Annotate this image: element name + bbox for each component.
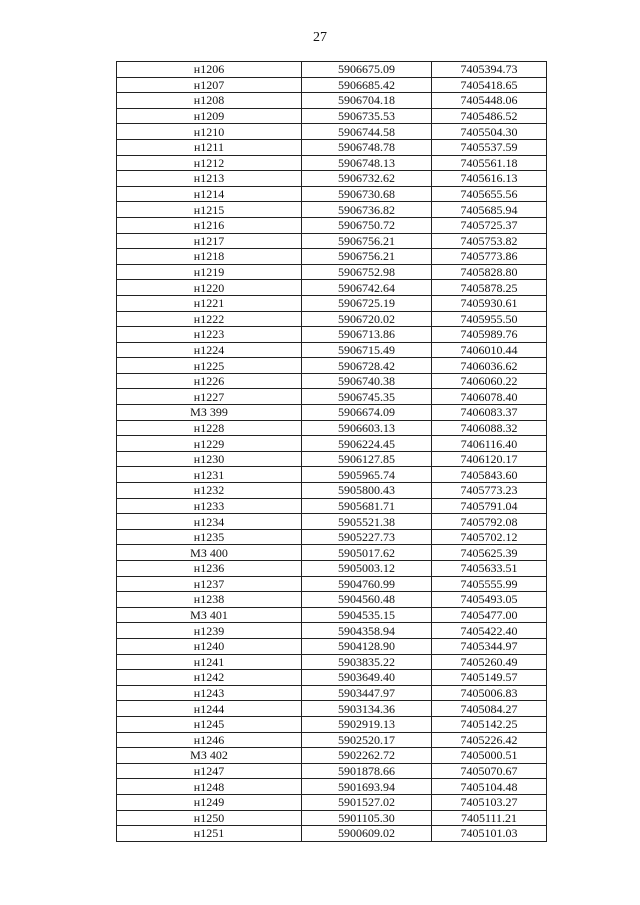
y-coordinate-cell: 7405725.37 <box>432 217 547 233</box>
table-row <box>117 139 547 155</box>
point-id-cell: н1223 <box>117 327 302 343</box>
table-row <box>117 233 547 249</box>
point-id-cell: н1217 <box>117 233 302 249</box>
point-id-cell: н1213 <box>117 171 302 187</box>
point-id-cell: н1227 <box>117 389 302 405</box>
point-id-cell: н1246 <box>117 732 302 748</box>
x-coordinate-cell: 5903134.36 <box>302 701 432 717</box>
x-coordinate-cell: 5904560.48 <box>302 592 432 608</box>
point-id-cell: н1236 <box>117 561 302 577</box>
table-row <box>117 420 547 436</box>
point-id-cell: н1237 <box>117 576 302 592</box>
point-id-cell: н1234 <box>117 514 302 530</box>
y-coordinate-cell: 7406010.44 <box>432 342 547 358</box>
point-id-cell: н1235 <box>117 529 302 545</box>
y-coordinate-cell: 7405625.39 <box>432 545 547 561</box>
y-coordinate-cell: 7405753.82 <box>432 233 547 249</box>
table-row <box>117 171 547 187</box>
y-coordinate-cell: 7405104.48 <box>432 779 547 795</box>
x-coordinate-cell: 5906715.49 <box>302 342 432 358</box>
x-coordinate-cell: 5906744.58 <box>302 124 432 140</box>
y-coordinate-cell: 7405142.25 <box>432 716 547 732</box>
point-id-cell: н1247 <box>117 763 302 779</box>
y-coordinate-cell: 7405084.27 <box>432 701 547 717</box>
x-coordinate-cell: 5904358.94 <box>302 623 432 639</box>
y-coordinate-cell: 7405344.97 <box>432 638 547 654</box>
x-coordinate-cell: 5906745.35 <box>302 389 432 405</box>
x-coordinate-cell: 5903835.22 <box>302 654 432 670</box>
y-coordinate-cell: 7405226.42 <box>432 732 547 748</box>
table-row <box>117 592 547 608</box>
y-coordinate-cell: 7405773.86 <box>432 249 547 265</box>
x-coordinate-cell: 5906730.68 <box>302 186 432 202</box>
y-coordinate-cell: 7405561.18 <box>432 155 547 171</box>
x-coordinate-cell: 5901693.94 <box>302 779 432 795</box>
table-row <box>117 810 547 826</box>
table-row <box>117 405 547 421</box>
x-coordinate-cell: 5902262.72 <box>302 748 432 764</box>
table-row <box>117 607 547 623</box>
point-id-cell: н1250 <box>117 810 302 826</box>
x-coordinate-cell: 5905521.38 <box>302 514 432 530</box>
table-row <box>117 389 547 405</box>
y-coordinate-cell: 7405149.57 <box>432 670 547 686</box>
y-coordinate-cell: 7405616.13 <box>432 171 547 187</box>
point-id-cell: н1229 <box>117 436 302 452</box>
point-id-cell: н1207 <box>117 77 302 93</box>
x-coordinate-cell: 5906685.42 <box>302 77 432 93</box>
table-row <box>117 124 547 140</box>
point-id-cell: МЗ 401 <box>117 607 302 623</box>
point-id-cell: н1206 <box>117 62 302 78</box>
y-coordinate-cell: 7405486.52 <box>432 108 547 124</box>
y-coordinate-cell: 7405702.12 <box>432 529 547 545</box>
table-row <box>117 311 547 327</box>
x-coordinate-cell: 5905017.62 <box>302 545 432 561</box>
table-row <box>117 62 547 78</box>
point-id-cell: н1209 <box>117 108 302 124</box>
table-row <box>117 327 547 343</box>
y-coordinate-cell: 7405791.04 <box>432 498 547 514</box>
point-id-cell: н1243 <box>117 685 302 701</box>
table-row <box>117 295 547 311</box>
x-coordinate-cell: 5906756.21 <box>302 233 432 249</box>
table-row <box>117 498 547 514</box>
x-coordinate-cell: 5906735.53 <box>302 108 432 124</box>
y-coordinate-cell: 7405418.65 <box>432 77 547 93</box>
x-coordinate-cell: 5906742.64 <box>302 280 432 296</box>
table-row <box>117 514 547 530</box>
x-coordinate-cell: 5900609.02 <box>302 826 432 842</box>
x-coordinate-cell: 5906725.19 <box>302 295 432 311</box>
coordinates-table-body <box>117 62 547 842</box>
x-coordinate-cell: 5905800.43 <box>302 483 432 499</box>
x-coordinate-cell: 5906732.62 <box>302 171 432 187</box>
y-coordinate-cell: 7405260.49 <box>432 654 547 670</box>
table-row <box>117 93 547 109</box>
point-id-cell: н1231 <box>117 467 302 483</box>
table-row <box>117 373 547 389</box>
y-coordinate-cell: 7405006.83 <box>432 685 547 701</box>
table-row <box>117 529 547 545</box>
y-coordinate-cell: 7405111.21 <box>432 810 547 826</box>
x-coordinate-cell: 5906752.98 <box>302 264 432 280</box>
y-coordinate-cell: 7406116.40 <box>432 436 547 452</box>
y-coordinate-cell: 7405955.50 <box>432 311 547 327</box>
point-id-cell: н1228 <box>117 420 302 436</box>
point-id-cell: н1218 <box>117 249 302 265</box>
point-id-cell: н1224 <box>117 342 302 358</box>
x-coordinate-cell: 5902919.13 <box>302 716 432 732</box>
table-row <box>117 701 547 717</box>
x-coordinate-cell: 5906736.82 <box>302 202 432 218</box>
x-coordinate-cell: 5906720.02 <box>302 311 432 327</box>
y-coordinate-cell: 7405477.00 <box>432 607 547 623</box>
y-coordinate-cell: 7405843.60 <box>432 467 547 483</box>
y-coordinate-cell: 7405989.76 <box>432 327 547 343</box>
point-id-cell: н1216 <box>117 217 302 233</box>
x-coordinate-cell: 5901878.66 <box>302 763 432 779</box>
x-coordinate-cell: 5906675.09 <box>302 62 432 78</box>
point-id-cell: н1230 <box>117 451 302 467</box>
y-coordinate-cell: 7405792.08 <box>432 514 547 530</box>
x-coordinate-cell: 5906740.38 <box>302 373 432 389</box>
x-coordinate-cell: 5903447.97 <box>302 685 432 701</box>
table-row <box>117 638 547 654</box>
y-coordinate-cell: 7405773.23 <box>432 483 547 499</box>
point-id-cell: н1251 <box>117 826 302 842</box>
table-row <box>117 264 547 280</box>
y-coordinate-cell: 7406088.32 <box>432 420 547 436</box>
y-coordinate-cell: 7405537.59 <box>432 139 547 155</box>
point-id-cell: н1242 <box>117 670 302 686</box>
y-coordinate-cell: 7405422.40 <box>432 623 547 639</box>
y-coordinate-cell: 7405930.61 <box>432 295 547 311</box>
y-coordinate-cell: 7405101.03 <box>432 826 547 842</box>
y-coordinate-cell: 7405000.51 <box>432 748 547 764</box>
table-row <box>117 451 547 467</box>
point-id-cell: н1220 <box>117 280 302 296</box>
table-row <box>117 358 547 374</box>
table-row <box>117 202 547 218</box>
y-coordinate-cell: 7405555.99 <box>432 576 547 592</box>
x-coordinate-cell: 5904128.90 <box>302 638 432 654</box>
y-coordinate-cell: 7406060.22 <box>432 373 547 389</box>
table-row <box>117 794 547 810</box>
table-row <box>117 576 547 592</box>
x-coordinate-cell: 5906674.09 <box>302 405 432 421</box>
x-coordinate-cell: 5906713.86 <box>302 327 432 343</box>
table-row <box>117 826 547 842</box>
x-coordinate-cell: 5903649.40 <box>302 670 432 686</box>
point-id-cell: н1244 <box>117 701 302 717</box>
table-row <box>117 561 547 577</box>
x-coordinate-cell: 5906728.42 <box>302 358 432 374</box>
table-row <box>117 186 547 202</box>
table-row <box>117 77 547 93</box>
point-id-cell: н1214 <box>117 186 302 202</box>
y-coordinate-cell: 7405828.80 <box>432 264 547 280</box>
x-coordinate-cell: 5906127.85 <box>302 451 432 467</box>
x-coordinate-cell: 5906704.18 <box>302 93 432 109</box>
x-coordinate-cell: 5906603.13 <box>302 420 432 436</box>
table-row <box>117 732 547 748</box>
table-row <box>117 779 547 795</box>
table-row <box>117 436 547 452</box>
point-id-cell: н1241 <box>117 654 302 670</box>
point-id-cell: н1208 <box>117 93 302 109</box>
point-id-cell: н1239 <box>117 623 302 639</box>
page-number: 27 <box>313 30 327 45</box>
point-id-cell: н1219 <box>117 264 302 280</box>
table-row <box>117 155 547 171</box>
point-id-cell: н1233 <box>117 498 302 514</box>
table-row <box>117 249 547 265</box>
x-coordinate-cell: 5904535.15 <box>302 607 432 623</box>
point-id-cell: н1245 <box>117 716 302 732</box>
point-id-cell: н1248 <box>117 779 302 795</box>
x-coordinate-cell: 5901105.30 <box>302 810 432 826</box>
point-id-cell: н1232 <box>117 483 302 499</box>
y-coordinate-cell: 7405685.94 <box>432 202 547 218</box>
table-row <box>117 670 547 686</box>
x-coordinate-cell: 5906224.45 <box>302 436 432 452</box>
y-coordinate-cell: 7405103.27 <box>432 794 547 810</box>
point-id-cell: МЗ 399 <box>117 405 302 421</box>
y-coordinate-cell: 7406078.40 <box>432 389 547 405</box>
y-coordinate-cell: 7405878.25 <box>432 280 547 296</box>
point-id-cell: н1215 <box>117 202 302 218</box>
point-id-cell: н1211 <box>117 139 302 155</box>
x-coordinate-cell: 5906748.13 <box>302 155 432 171</box>
table-row <box>117 467 547 483</box>
x-coordinate-cell: 5904760.99 <box>302 576 432 592</box>
table-row <box>117 280 547 296</box>
y-coordinate-cell: 7405633.51 <box>432 561 547 577</box>
table-row <box>117 763 547 779</box>
table-row <box>117 483 547 499</box>
point-id-cell: н1210 <box>117 124 302 140</box>
table-row <box>117 545 547 561</box>
point-id-cell: н1226 <box>117 373 302 389</box>
y-coordinate-cell: 7406120.17 <box>432 451 547 467</box>
point-id-cell: н1212 <box>117 155 302 171</box>
y-coordinate-cell: 7405394.73 <box>432 62 547 78</box>
table-row <box>117 342 547 358</box>
table-row <box>117 685 547 701</box>
x-coordinate-cell: 5906750.72 <box>302 217 432 233</box>
y-coordinate-cell: 7406036.62 <box>432 358 547 374</box>
y-coordinate-cell: 7405448.06 <box>432 93 547 109</box>
point-id-cell: МЗ 402 <box>117 748 302 764</box>
y-coordinate-cell: 7405504.30 <box>432 124 547 140</box>
table-row <box>117 623 547 639</box>
point-id-cell: н1240 <box>117 638 302 654</box>
y-coordinate-cell: 7405655.56 <box>432 186 547 202</box>
x-coordinate-cell: 5905003.12 <box>302 561 432 577</box>
table-row <box>117 108 547 124</box>
x-coordinate-cell: 5905227.73 <box>302 529 432 545</box>
y-coordinate-cell: 7405493.05 <box>432 592 547 608</box>
point-id-cell: н1238 <box>117 592 302 608</box>
point-id-cell: н1249 <box>117 794 302 810</box>
x-coordinate-cell: 5905681.71 <box>302 498 432 514</box>
table-row <box>117 716 547 732</box>
x-coordinate-cell: 5906748.78 <box>302 139 432 155</box>
table-row <box>117 217 547 233</box>
point-id-cell: МЗ 400 <box>117 545 302 561</box>
point-id-cell: н1222 <box>117 311 302 327</box>
table-row <box>117 748 547 764</box>
x-coordinate-cell: 5906756.21 <box>302 249 432 265</box>
x-coordinate-cell: 5902520.17 <box>302 732 432 748</box>
x-coordinate-cell: 5905965.74 <box>302 467 432 483</box>
x-coordinate-cell: 5901527.02 <box>302 794 432 810</box>
y-coordinate-cell: 7406083.37 <box>432 405 547 421</box>
point-id-cell: н1225 <box>117 358 302 374</box>
y-coordinate-cell: 7405070.67 <box>432 763 547 779</box>
table-row <box>117 654 547 670</box>
point-id-cell: н1221 <box>117 295 302 311</box>
coordinates-table <box>116 61 547 842</box>
